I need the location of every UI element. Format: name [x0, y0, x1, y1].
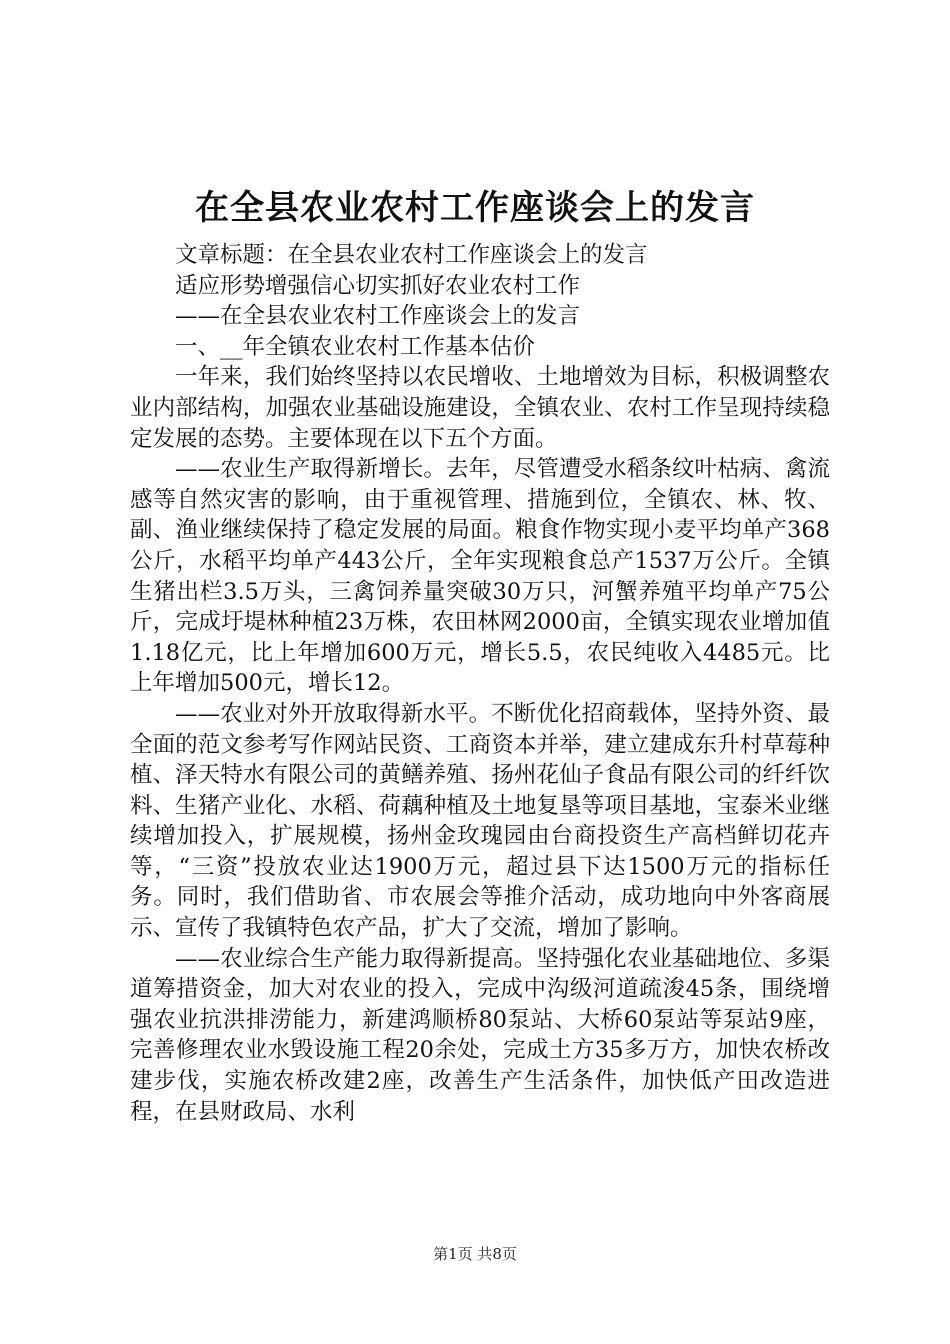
page-footer: 第1页 共8页	[433, 1245, 517, 1263]
paragraph-summary: 一年来，我们始终坚持以农民增收、土地增效为目标，积极调整农业内部结构，加强农业基础设施建设，全镇农业、农村工作呈现持续稳定发展的态势。主要体现在以下五个方面。	[130, 364, 830, 452]
section-heading: 一、__年全镇农业农村工作基本估价	[175, 333, 536, 360]
speech-heading: 适应形势增强信心切实抓好农业农村工作	[175, 272, 581, 299]
paragraph-production: ——农业生产取得新增长。去年，尽管遭受水稻条纹叶枯病、禽流感等自然灾害的影响，由于重视管理、措施到位，全镇农、林、牧、副、渔业继续保持了稳定发展的局面。粮食作物实现小麦平均单产368公斤，水稻平均单产443公斤，全年实现粮食总产1537万公斤。全镇生猪出栏3.5万头，三禽饲养量突破30万只，河蟹养殖平均单产75公斤，完成圩堤林种植23万株，农田林网2000亩，全镇实现农业增加值1.18亿元，比上年增加600万元，增长5.5，农民纯收入4485元。比上年增加500元，增长12。	[130, 456, 830, 697]
document-title: 在全县农业农村工作座谈会上的发言	[195, 188, 755, 228]
paragraph-capacity: ——农业综合生产能力取得新提高。坚持强化农业基础地位、多渠道筹措资金，加大对农业的投入，完成中沟级河道疏浚45条，围绕增强农业抗洪排涝能力，新建鸿顺桥80泵站、大桥60泵站等泵站9座，完善修理农业水毁设施工程20余处，完成土方35多万方，加快农桥改建步伐，实施农桥改建2座，改善生产生活条件，加快低产田改造进程，在县财政局、水利	[130, 945, 830, 1125]
article-title-line: 文章标题：在全县农业农村工作座谈会上的发言	[175, 242, 648, 268]
document-body	[130, 240, 830, 1127]
paragraph-opening-up: ——农业对外开放取得新水平。不断优化招商载体，坚持外资、最全面的范文参考写作网站民资、工商资本并举，建立建成东升村草莓种植、泽天特水有限公司的黄鳝养殖、扬州花仙子食品有限公司的纤纤饮料、生猪产业化、水稻、荷藕种植及土地复垦等项目基地，宝泰米业继续增加投入，扩展规模，扬州金玫瑰园由台商投资生产高档鲜切花卉等，“三资”投放农业达1900万元，超过县下达1500万元的指标任务。同时，我们借助省、市农展会等推介活动，成功地向中外客商展示、宣传了我镇特色农产品，扩大了交流，增加了影响。	[130, 700, 830, 942]
speech-subheading: ——在全县农业农村工作座谈会上的发言	[175, 303, 581, 330]
